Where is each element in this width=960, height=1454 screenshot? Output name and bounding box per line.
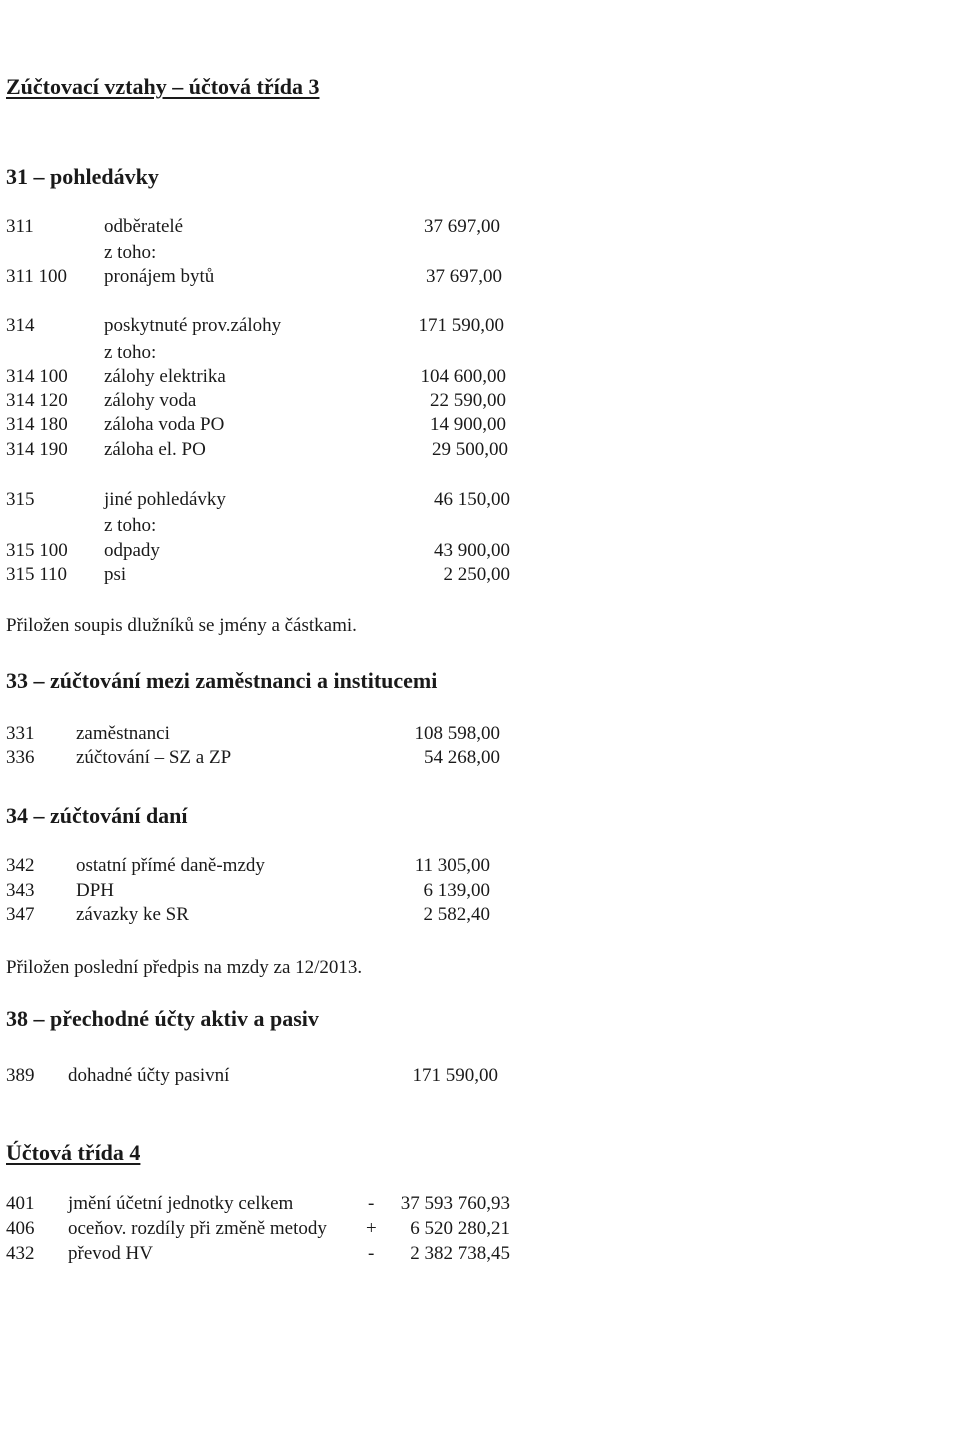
account-amount: 54 268,00 — [424, 747, 500, 768]
account-amount: 22 590,00 — [430, 390, 506, 411]
account-label: z toho: — [104, 515, 157, 536]
account-label: jiné pohledávky — [104, 489, 226, 510]
section-heading-34: 34 – zúčtování daní — [6, 803, 188, 828]
amount-sign: + — [366, 1218, 377, 1239]
account-code: 432 — [6, 1243, 35, 1264]
account-label: z toho: — [104, 342, 157, 363]
account-amount: 37 697,00 — [426, 266, 502, 287]
account-label: jmění účetní jednotky celkem — [68, 1193, 294, 1214]
account-label: zálohy voda — [104, 390, 197, 411]
account-amount: 6 139,00 — [423, 880, 490, 901]
account-label: odpady — [104, 540, 160, 561]
account-code: 311 — [6, 216, 34, 237]
account-code: 389 — [6, 1065, 35, 1086]
account-code: 314 100 — [6, 366, 68, 387]
account-amount: 104 600,00 — [420, 366, 506, 387]
account-amount: 29 500,00 — [432, 439, 508, 460]
account-amount: 2 582,40 — [423, 904, 490, 925]
account-amount: 171 590,00 — [418, 315, 504, 336]
account-label: ostatní přímé daně-mzdy — [76, 855, 265, 876]
account-label: DPH — [76, 880, 115, 901]
account-code: 314 — [6, 315, 35, 336]
section-heading-33: 33 – zúčtování mezi zaměstnanci a institucemi — [6, 668, 438, 693]
account-code: 401 — [6, 1193, 35, 1214]
amount-sign: - — [368, 1193, 375, 1214]
account-label: pronájem bytů — [104, 266, 215, 287]
account-label: odběratelé — [104, 216, 184, 237]
account-label: převod HV — [68, 1243, 153, 1264]
account-code: 343 — [6, 880, 35, 901]
account-amount: 6 520 280,21 — [410, 1218, 510, 1239]
account-code: 406 — [6, 1218, 35, 1239]
account-amount: 108 598,00 — [414, 723, 500, 744]
account-amount: 11 305,00 — [414, 855, 490, 876]
account-label: závazky ke SR — [76, 904, 189, 925]
account-amount: 46 150,00 — [434, 489, 510, 510]
account-code: 315 100 — [6, 540, 68, 561]
account-code: 311 100 — [6, 266, 68, 287]
account-amount: 43 900,00 — [434, 540, 510, 561]
attachment-note: Přiložen soupis dlužníků se jmény a částkami. — [6, 615, 357, 636]
account-code: 331 — [6, 723, 35, 744]
section-heading-38: 38 – přechodné účty aktiv a pasiv — [6, 1006, 319, 1031]
account-amount: 37 697,00 — [424, 216, 500, 237]
section-heading-31: 31 – pohledávky — [6, 164, 159, 189]
account-label: poskytnuté prov.zálohy — [104, 315, 282, 336]
account-code: 347 — [6, 904, 35, 925]
account-label: zaměstnanci — [76, 723, 170, 744]
account-label: dohadné účty pasivní — [68, 1065, 230, 1086]
account-amount: 2 382 738,45 — [410, 1243, 510, 1264]
account-code: 314 190 — [6, 439, 68, 460]
attachment-note: Přiložen poslední předpis na mzdy za 12/2013. — [6, 957, 363, 978]
account-label: záloha el. PO — [104, 439, 206, 460]
account-code: 342 — [6, 855, 35, 876]
account-label: zúčtování – SZ a ZP — [76, 747, 232, 768]
account-amount: 2 250,00 — [443, 564, 510, 585]
account-label: záloha voda PO — [104, 414, 225, 435]
account-amount: 37 593 760,93 — [400, 1193, 510, 1214]
account-code: 314 120 — [6, 390, 68, 411]
account-code: 315 110 — [6, 564, 68, 585]
account-label: zálohy elektrika — [104, 366, 226, 387]
amount-sign: - — [368, 1243, 375, 1264]
account-label: psi — [104, 564, 127, 585]
class4-title: Účtová třída 4 — [6, 1140, 141, 1165]
account-code: 336 — [6, 747, 35, 768]
account-amount: 14 900,00 — [430, 414, 506, 435]
account-label: oceňov. rozdíly při změně metody — [68, 1218, 327, 1239]
account-amount: 171 590,00 — [412, 1065, 498, 1086]
account-code: 314 180 — [6, 414, 68, 435]
page-title: Zúčtovací vztahy – účtová třída 3 — [6, 74, 320, 99]
account-code: 315 — [6, 489, 35, 510]
account-label: z toho: — [104, 242, 157, 263]
